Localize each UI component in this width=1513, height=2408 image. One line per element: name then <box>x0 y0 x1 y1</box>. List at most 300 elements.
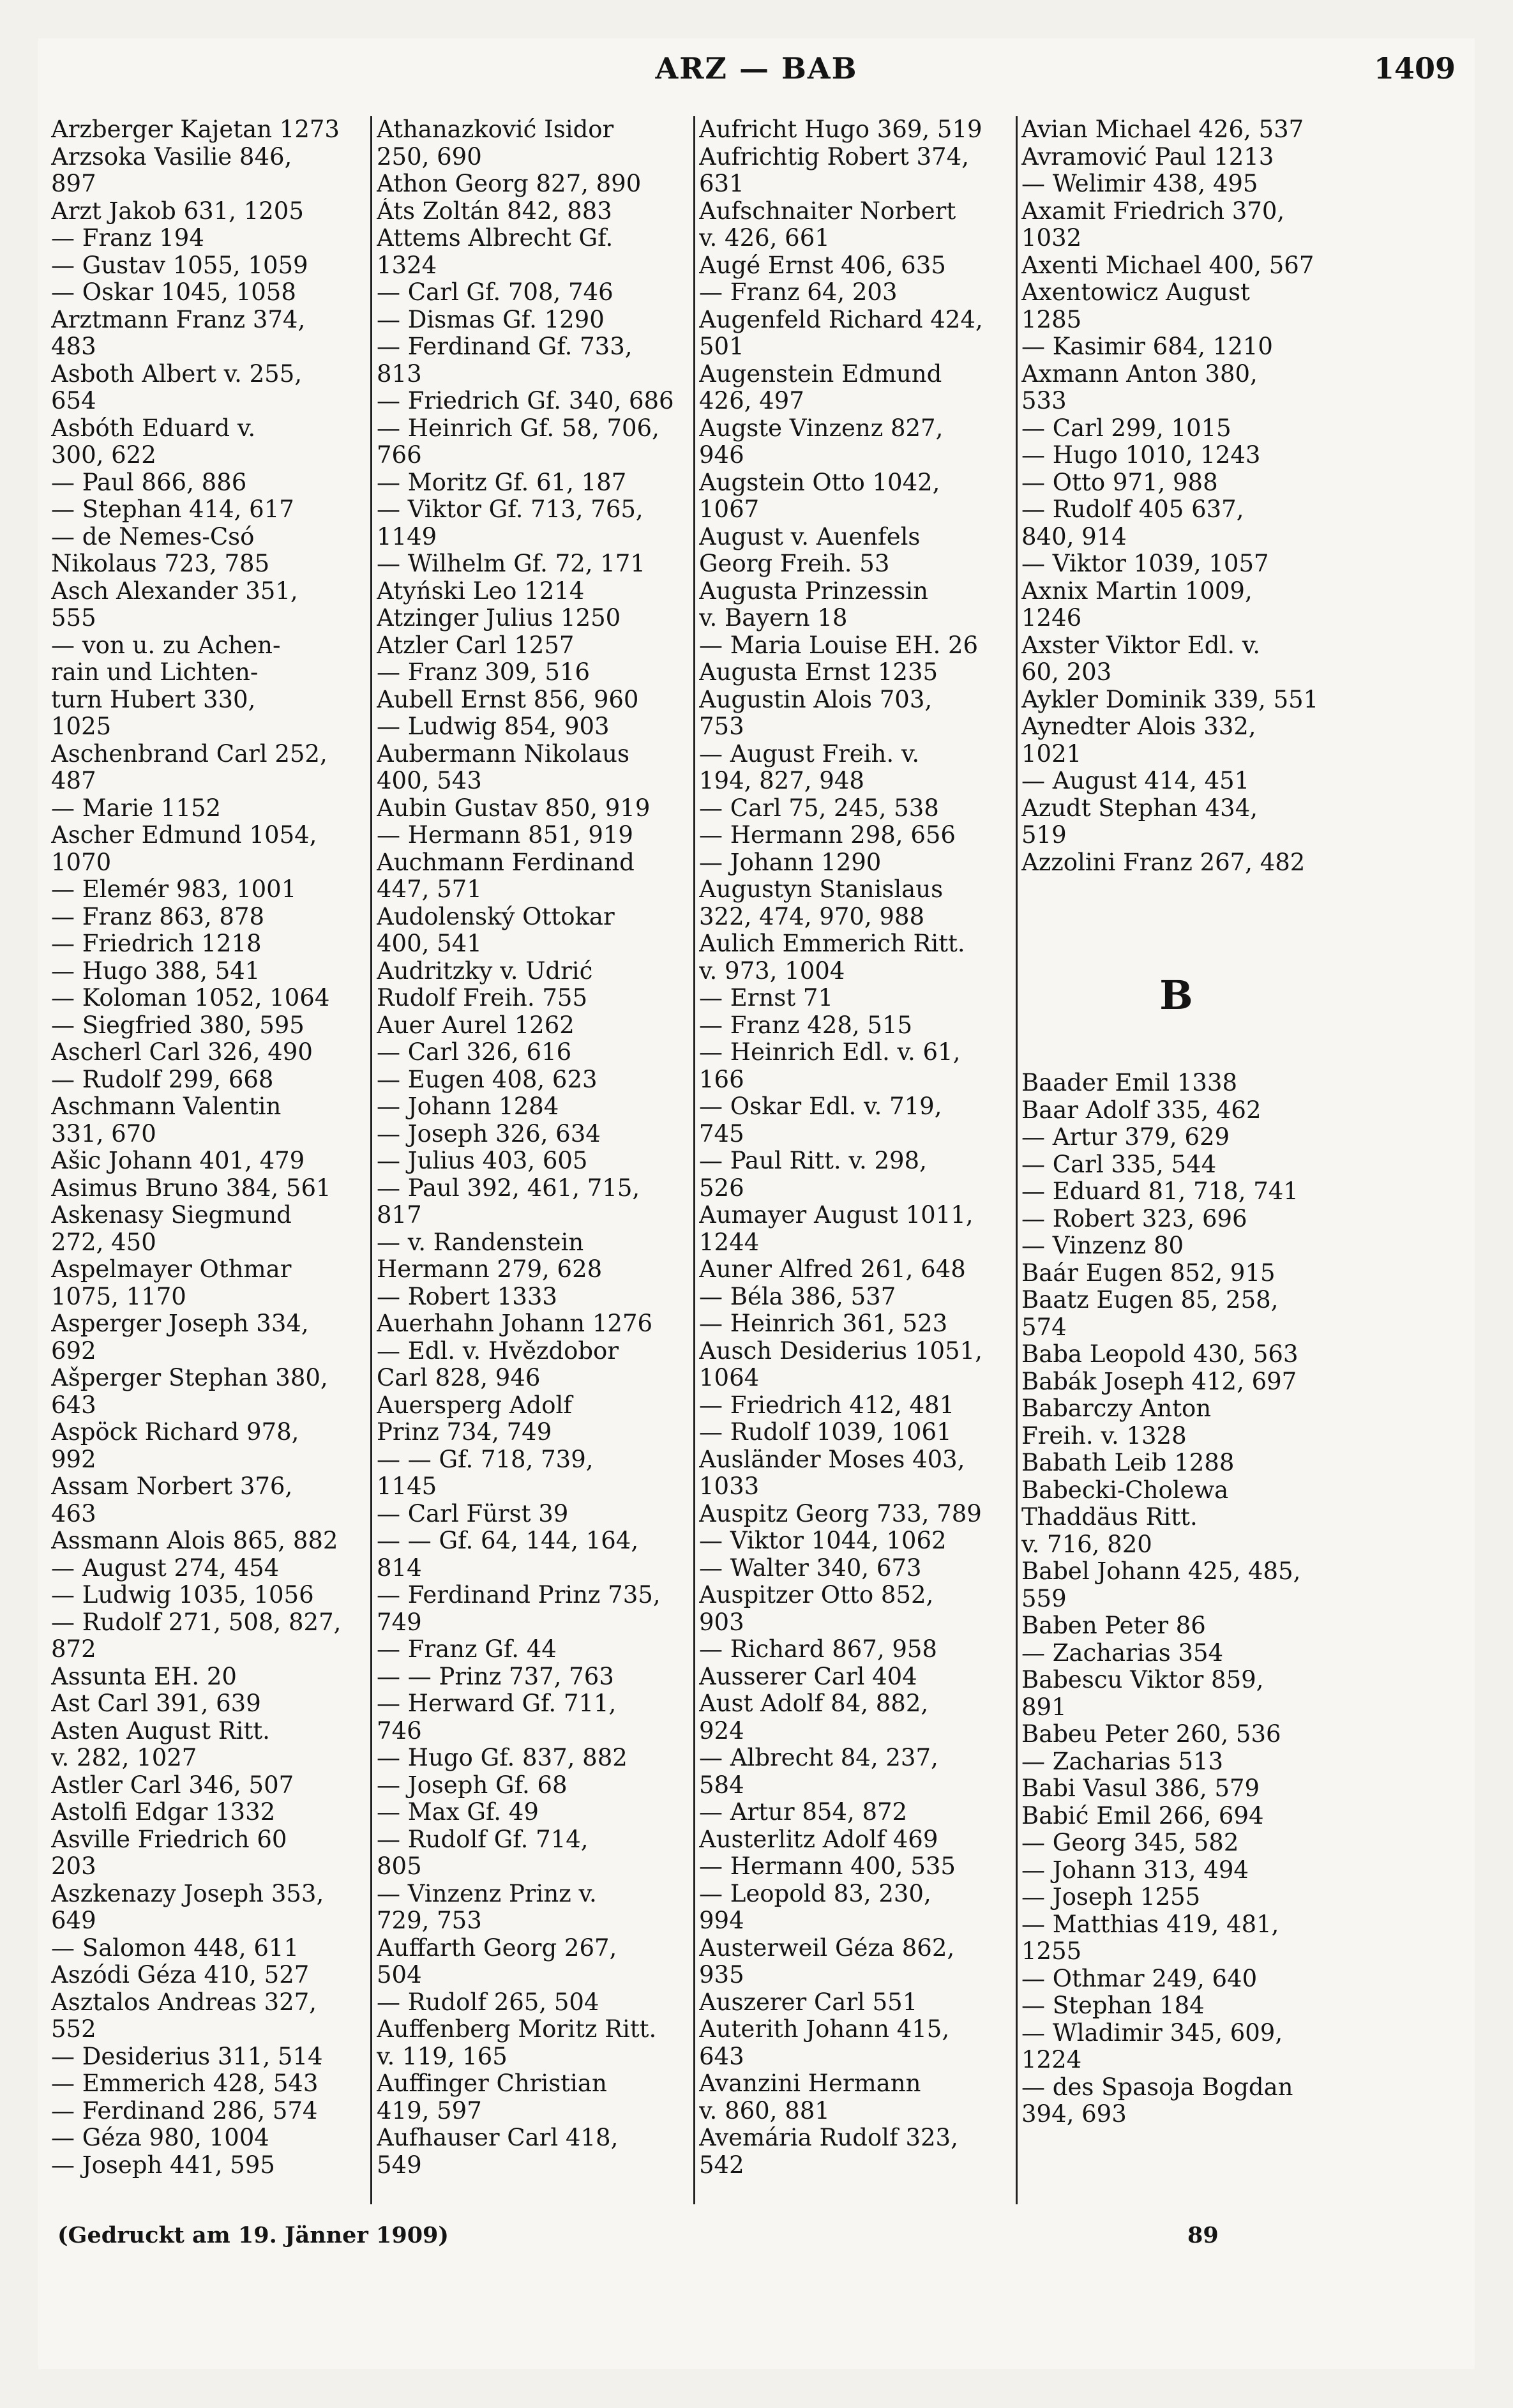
directory-entry: Avian Michael 426, 537 <box>1021 116 1304 143</box>
directory-entry: 322, 474, 970, 988 <box>699 903 925 930</box>
directory-entry: — Ferdinand Prinz 735, <box>377 1582 661 1609</box>
directory-entry: — Johann 1284 <box>377 1093 559 1120</box>
directory-entry: 1025 <box>51 713 112 740</box>
directory-entry: 1070 <box>51 849 112 876</box>
directory-entry: Babeu Peter 260, 536 <box>1021 1721 1281 1748</box>
directory-entry: 692 <box>51 1337 96 1365</box>
directory-entry: — de Nemes-Csó <box>51 523 255 550</box>
directory-entry: — Maria Louise EH. 26 <box>699 632 979 659</box>
directory-entry: — Elemér 983, 1001 <box>51 876 297 903</box>
directory-entry: Aspelmayer Othmar <box>51 1256 292 1283</box>
directory-entry: Auffinger Christian <box>377 2070 607 2097</box>
directory-entry: Aulich Emmerich Ritt. <box>699 930 965 957</box>
directory-entry: — Marie 1152 <box>51 794 222 822</box>
directory-entry: Asbóth Eduard v. <box>51 414 256 442</box>
directory-entry: 533 <box>1021 388 1067 414</box>
directory-entry: — August 274, 454 <box>51 1554 280 1582</box>
directory-entry: — Gustav 1055, 1059 <box>51 252 308 279</box>
directory-entry: v. 860, 881 <box>699 2097 830 2124</box>
page-title: ARZ — BAB <box>655 51 858 86</box>
directory-entry: — Franz 428, 515 <box>699 1011 913 1039</box>
directory-entry: 555 <box>51 605 96 632</box>
directory-entry: August v. Auenfels <box>699 523 921 550</box>
column-3 <box>699 116 1009 2217</box>
directory-entry: — Otto 971, 988 <box>1021 469 1218 496</box>
directory-entry: — Robert 1333 <box>377 1283 557 1310</box>
directory-entry: 649 <box>51 1907 96 1934</box>
directory-entry: v. 716, 820 <box>1021 1531 1152 1558</box>
directory-entry: Ausserer Carl 404 <box>699 1663 917 1690</box>
directory-entry: Auer Aurel 1262 <box>377 1011 575 1039</box>
directory-entry: 946 <box>699 442 744 469</box>
directory-entry: — Vinzenz 80 <box>1021 1232 1184 1259</box>
directory-entry: — Herward Gf. 711, <box>377 1690 617 1717</box>
directory-entry: 400, 543 <box>377 768 482 794</box>
directory-entry: v. 973, 1004 <box>699 957 845 985</box>
directory-entry: Babecki-Cholewa <box>1021 1476 1229 1504</box>
directory-entry: — Heinrich 361, 523 <box>699 1310 948 1337</box>
directory-entry: Azzolini Franz 267, 482 <box>1021 849 1306 876</box>
directory-entry: — Rudolf 265, 504 <box>377 1988 599 2016</box>
print-date-note: (Gedruckt am 19. Jänner 1909) <box>57 2222 449 2248</box>
directory-entry: 542 <box>699 2151 744 2179</box>
directory-entry: Audritzky v. Udrić <box>377 957 593 985</box>
directory-entry: Arzsoka Vasilie 846, <box>51 143 292 170</box>
directory-entry: — Franz 64, 203 <box>699 279 898 306</box>
directory-entry: — Salomon 448, 611 <box>51 1934 299 1962</box>
directory-entry: 1067 <box>699 496 760 523</box>
directory-entry: Arzt Jakob 631, 1205 <box>51 197 304 225</box>
directory-entry: 745 <box>699 1120 744 1147</box>
directory-entry: 501 <box>699 333 744 360</box>
directory-entry: Ašperger Stephan 380, <box>51 1365 328 1391</box>
directory-entry: 1244 <box>699 1229 760 1256</box>
directory-entry: Azudt Stephan 434, <box>1021 794 1258 822</box>
directory-entry: — Hugo 388, 541 <box>51 957 260 985</box>
directory-entry: Áts Zoltán 842, 883 <box>377 197 612 225</box>
directory-entry: 643 <box>699 2043 744 2070</box>
directory-entry: — des Spasoja Bogdan <box>1021 2073 1293 2101</box>
directory-entry: 992 <box>51 1446 96 1473</box>
directory-entry: Aumayer August 1011, <box>699 1202 974 1229</box>
directory-entry: Baár Eugen 852, 915 <box>1021 1259 1276 1287</box>
directory-entry: — Joseph Gf. 68 <box>377 1771 568 1799</box>
directory-entry: — Max Gf. 49 <box>377 1799 539 1826</box>
directory-entry: Asimus Bruno 384, 561 <box>51 1174 331 1202</box>
directory-entry: Astolfi Edgar 1332 <box>51 1799 276 1826</box>
directory-entry: Baatz Eugen 85, 258, <box>1021 1287 1279 1314</box>
directory-entry: — Albrecht 84, 237, <box>699 1745 938 1771</box>
directory-entry: Auterith Johann 415, <box>699 2016 950 2043</box>
directory-entry: v. 282, 1027 <box>51 1745 197 1771</box>
directory-entry: Aubermann Nikolaus <box>377 740 629 768</box>
directory-entry: 487 <box>51 768 96 794</box>
directory-entry: Aufschnaiter Norbert <box>699 197 956 225</box>
directory-entry: 897 <box>51 170 96 197</box>
directory-entry: Freih. v. 1328 <box>1021 1422 1187 1450</box>
directory-entry: 400, 541 <box>377 930 482 957</box>
directory-entry: 1145 <box>377 1473 437 1500</box>
directory-entry: 813 <box>377 360 422 388</box>
directory-entry: 1324 <box>377 252 437 279</box>
directory-entry: — Oskar Edl. v. 719, <box>699 1093 942 1120</box>
directory-entry: v. Bayern 18 <box>699 605 848 632</box>
directory-entry: — Franz Gf. 44 <box>377 1636 557 1663</box>
directory-entry: Auspitzer Otto 852, <box>699 1582 934 1609</box>
directory-entry: — Oskar 1045, 1058 <box>51 279 296 306</box>
directory-entry: Astler Carl 346, 507 <box>51 1771 294 1799</box>
page-number: 1409 <box>1373 51 1456 86</box>
directory-entry: Babel Johann 425, 485, <box>1021 1558 1301 1585</box>
directory-entry: Aust Adolf 84, 882, <box>699 1690 929 1717</box>
directory-entry: 504 <box>377 1962 422 1988</box>
directory-entry: Auszerer Carl 551 <box>699 1988 918 2016</box>
directory-entry: — Ernst 71 <box>699 985 833 1011</box>
directory-entry: — Kasimir 684, 1210 <box>1021 333 1273 360</box>
directory-entry: 729, 753 <box>377 1907 482 1934</box>
directory-entry: Asboth Albert v. 255, <box>51 360 302 388</box>
directory-entry: 552 <box>51 2016 96 2043</box>
directory-entry: Baader Emil 1338 <box>1021 1070 1238 1096</box>
directory-entry: Austerlitz Adolf 469 <box>699 1826 938 1853</box>
directory-entry: — Eduard 81, 718, 741 <box>1021 1178 1298 1205</box>
directory-entry: — v. Randenstein <box>377 1229 584 1256</box>
directory-entry: 394, 693 <box>1021 2101 1127 2128</box>
directory-entry: 753 <box>699 713 744 740</box>
directory-entry: Ast Carl 391, 639 <box>51 1690 261 1717</box>
directory-entry: — — Gf. 64, 144, 164, <box>377 1527 639 1554</box>
directory-entry: Babi Vasul 386, 579 <box>1021 1775 1260 1802</box>
directory-entry: Asperger Joseph 334, <box>51 1310 309 1337</box>
directory-entry: — Béla 386, 537 <box>699 1283 896 1310</box>
directory-entry: — Richard 867, 958 <box>699 1636 937 1663</box>
directory-entry: Axmann Anton 380, <box>1021 360 1258 388</box>
directory-entry: Aufhauser Carl 418, <box>377 2124 619 2151</box>
directory-entry: Assunta EH. 20 <box>51 1663 237 1690</box>
directory-entry: Augstein Otto 1042, <box>699 469 940 496</box>
directory-entry: 1033 <box>699 1473 760 1500</box>
directory-entry: Prinz 734, 749 <box>377 1419 552 1446</box>
directory-entry: 746 <box>377 1717 422 1745</box>
directory-entry: Baar Adolf 335, 462 <box>1021 1096 1261 1124</box>
column-4 <box>1021 116 1331 2217</box>
directory-entry: — Vinzenz Prinz v. <box>377 1880 597 1907</box>
directory-entry: — Othmar 249, 640 <box>1021 1965 1258 1992</box>
directory-entry: 1149 <box>377 523 437 550</box>
directory-entry: Asch Alexander 351, <box>51 577 298 605</box>
directory-entry: — Zacharias 513 <box>1021 1748 1224 1775</box>
directory-entry: Axamit Friedrich 370, <box>1021 197 1285 225</box>
directory-entry: — Matthias 419, 481, <box>1021 1911 1279 1938</box>
directory-entry: 526 <box>699 1174 744 1202</box>
directory-entry: Askenasy Siegmund <box>51 1202 292 1229</box>
directory-entry: — Rudolf Gf. 714, <box>377 1826 589 1853</box>
directory-entry: — Edl. v. Hvězdobor <box>377 1337 619 1365</box>
directory-entry: — Robert 323, 696 <box>1021 1205 1247 1232</box>
directory-entry: Atzinger Julius 1250 <box>377 605 621 632</box>
directory-entry: — — Gf. 718, 739, <box>377 1446 594 1473</box>
directory-entry: Auffarth Georg 267, <box>377 1934 617 1962</box>
directory-entry: Axentowicz August <box>1021 279 1250 306</box>
directory-entry: 1064 <box>699 1365 760 1391</box>
directory-entry: — Hugo 1010, 1243 <box>1021 442 1261 469</box>
directory-entry: Babić Emil 266, 694 <box>1021 1802 1264 1829</box>
directory-entry: — Friedrich Gf. 340, 686 <box>377 388 674 414</box>
directory-entry: Arzberger Kajetan 1273 <box>51 116 340 143</box>
directory-entry: — Ferdinand 286, 574 <box>51 2097 318 2124</box>
directory-entry: Baba Leopold 430, 563 <box>1021 1341 1298 1368</box>
directory-entry: — Hermann 298, 656 <box>699 822 956 849</box>
directory-entry: Augste Vinzenz 827, <box>699 414 944 442</box>
directory-entry: Aszódi Géza 410, 527 <box>51 1962 310 1988</box>
directory-entry: Assmann Alois 865, 882 <box>51 1527 338 1554</box>
directory-entry: Avanzini Hermann <box>699 2070 921 2097</box>
directory-entry: Ausch Desiderius 1051, <box>699 1337 982 1365</box>
directory-entry: Ašic Johann 401, 479 <box>51 1147 305 1174</box>
directory-entry: Augenfeld Richard 424, <box>699 306 983 333</box>
directory-entry: 994 <box>699 1907 744 1934</box>
directory-entry: 194, 827, 948 <box>699 768 864 794</box>
directory-entry: — Rudolf 271, 508, 827, <box>51 1609 342 1636</box>
directory-entry: Austerweil Géza 862, <box>699 1934 955 1962</box>
directory-entry: turn Hubert 330, <box>51 686 256 713</box>
directory-entry: — Carl 299, 1015 <box>1021 414 1231 442</box>
column-4-entries-bottom <box>1021 1070 1331 2128</box>
directory-entry: Augenstein Edmund <box>699 360 942 388</box>
directory-entry: Hermann 279, 628 <box>377 1256 603 1283</box>
directory-entry: Aubin Gustav 850, 919 <box>377 794 651 822</box>
directory-entry: 749 <box>377 1609 422 1636</box>
directory-entry: — Franz 194 <box>51 225 204 252</box>
directory-entry: Arztmann Franz 374, <box>51 306 306 333</box>
directory-entry: Axenti Michael 400, 567 <box>1021 252 1314 279</box>
directory-entry: 654 <box>51 388 96 414</box>
directory-entry: — Rudolf 1039, 1061 <box>699 1419 952 1446</box>
directory-entry: Athanazković Isidor <box>377 116 614 143</box>
directory-entry: — August 414, 451 <box>1021 768 1250 794</box>
directory-entry: 1021 <box>1021 740 1082 768</box>
directory-entry: 549 <box>377 2151 422 2179</box>
directory-entry: 60, 203 <box>1021 659 1112 686</box>
directory-entry: 631 <box>699 170 744 197</box>
directory-entry: — Carl 335, 544 <box>1021 1151 1217 1178</box>
directory-entry: — Wladimir 345, 609, <box>1021 2019 1283 2047</box>
directory-entry: — Carl Fürst 39 <box>377 1500 569 1527</box>
directory-entry: 574 <box>1021 1314 1067 1341</box>
directory-entry: 250, 690 <box>377 143 482 170</box>
directory-entry: — Leopold 83, 230, <box>699 1880 931 1907</box>
directory-entry: Atyński Leo 1214 <box>377 577 585 605</box>
directory-entry: 272, 450 <box>51 1229 156 1256</box>
directory-entry: — Emmerich 428, 543 <box>51 2070 319 2097</box>
directory-entry: Babath Leib 1288 <box>1021 1450 1235 1476</box>
directory-entry: — Joseph 1255 <box>1021 1884 1201 1911</box>
directory-entry: — von u. zu Achen- <box>51 632 281 659</box>
directory-entry: 891 <box>1021 1693 1067 1721</box>
directory-entry: 559 <box>1021 1585 1067 1612</box>
directory-entry: Augusta Prinzessin <box>699 577 929 605</box>
directory-entry: 1246 <box>1021 605 1082 632</box>
directory-entry: — Dismas Gf. 1290 <box>377 306 605 333</box>
directory-entry: — Johann 1290 <box>699 849 882 876</box>
directory-entry: — Walter 340, 673 <box>699 1554 922 1582</box>
directory-entry: Assam Norbert 376, <box>51 1473 293 1500</box>
directory-entry: 519 <box>1021 822 1067 849</box>
directory-entry: 817 <box>377 1202 422 1229</box>
directory-entry: — Stephan 414, 617 <box>51 496 294 523</box>
directory-entry: Axster Viktor Edl. v. <box>1021 632 1261 659</box>
directory-entry: — Artur 854, 872 <box>699 1799 908 1826</box>
directory-entry: 766 <box>377 442 422 469</box>
directory-entry: 447, 571 <box>377 876 482 903</box>
directory-entry: 483 <box>51 333 96 360</box>
section-letter-heading: B <box>1159 972 1193 1018</box>
directory-entry: Aspöck Richard 978, <box>51 1419 299 1446</box>
directory-entry: — Paul 866, 886 <box>51 469 247 496</box>
directory-entry: — Desiderius 311, 514 <box>51 2043 323 2070</box>
column-1 <box>51 116 361 2217</box>
directory-entry: 1032 <box>1021 225 1082 252</box>
directory-entry: Athon Georg 827, 890 <box>377 170 642 197</box>
directory-entry: 166 <box>699 1066 744 1093</box>
directory-entry: Avramović Paul 1213 <box>1021 143 1274 170</box>
directory-entry: — Georg 345, 582 <box>1021 1829 1239 1856</box>
directory-entry: Nikolaus 723, 785 <box>51 550 270 577</box>
directory-entry: 331, 670 <box>51 1120 156 1147</box>
directory-entry: — Ludwig 854, 903 <box>377 713 610 740</box>
directory-entry: Rudolf Freih. 755 <box>377 985 588 1011</box>
directory-entry: Augusta Ernst 1235 <box>699 659 938 686</box>
directory-entry: Aszkenazy Joseph 353, <box>51 1880 324 1907</box>
directory-entry: Aufricht Hugo 369, 519 <box>699 116 982 143</box>
directory-entry: 903 <box>699 1609 744 1636</box>
directory-entry: — Rudolf 299, 668 <box>51 1066 274 1093</box>
directory-entry: 1285 <box>1021 306 1082 333</box>
directory-entry: — Carl Gf. 708, 746 <box>377 279 613 306</box>
directory-entry: — Friedrich 1218 <box>51 930 262 957</box>
directory-entry: — Heinrich Edl. v. 61, <box>699 1039 961 1066</box>
directory-entry: 419, 597 <box>377 2097 482 2124</box>
sheet-number: 89 <box>1187 2222 1219 2248</box>
directory-entry: — Carl 75, 245, 538 <box>699 794 939 822</box>
directory-entry: 584 <box>699 1771 744 1799</box>
directory-page <box>38 38 1475 2369</box>
directory-entry: — Joseph 441, 595 <box>51 2151 275 2179</box>
directory-entry: — Franz 309, 516 <box>377 659 591 686</box>
column-4-entries-top <box>1021 116 1331 876</box>
directory-entry: — Koloman 1052, 1064 <box>51 985 330 1011</box>
directory-entry: — Friedrich 412, 481 <box>699 1391 955 1419</box>
directory-entry: — Wilhelm Gf. 72, 171 <box>377 550 645 577</box>
directory-entry: Augustyn Stanislaus <box>699 876 944 903</box>
directory-entry: Auffenberg Moritz Ritt. <box>377 2016 657 2043</box>
directory-entry: Asten August Ritt. <box>51 1717 270 1745</box>
directory-entry: Aschmann Valentin <box>51 1093 282 1120</box>
directory-entry: — Rudolf 405 637, <box>1021 496 1244 523</box>
directory-entry: Ausländer Moses 403, <box>699 1446 965 1473</box>
directory-entry: 935 <box>699 1962 744 1988</box>
directory-entry: — Eugen 408, 623 <box>377 1066 598 1093</box>
directory-entry: Auerhahn Johann 1276 <box>377 1310 653 1337</box>
directory-entry: Georg Freih. 53 <box>699 550 890 577</box>
directory-entry: — Stephan 184 <box>1021 1992 1205 2019</box>
directory-entry: Babarczy Anton <box>1021 1395 1212 1422</box>
directory-entry: Augustin Alois 703, <box>699 686 933 713</box>
directory-entry: — Johann 313, 494 <box>1021 1856 1249 1884</box>
directory-entry: 840, 914 <box>1021 523 1127 550</box>
directory-entry: Auersperg Adolf <box>377 1391 573 1419</box>
directory-entry: Aynedter Alois 332, <box>1021 713 1256 740</box>
directory-entry: Auner Alfred 261, 648 <box>699 1256 966 1283</box>
directory-entry: Ascher Edmund 1054, <box>51 822 317 849</box>
directory-entry: — Siegfried 380, 595 <box>51 1011 305 1039</box>
directory-entry: Auchmann Ferdinand <box>377 849 635 876</box>
directory-entry: Attems Albrecht Gf. <box>377 225 613 252</box>
directory-entry: Aubell Ernst 856, 960 <box>377 686 639 713</box>
directory-entry: 300, 622 <box>51 442 156 469</box>
directory-entry: Aschenbrand Carl 252, <box>51 740 327 768</box>
directory-entry: — Viktor Gf. 713, 765, <box>377 496 644 523</box>
directory-entry: Avemária Rudolf 323, <box>699 2124 958 2151</box>
directory-entry: Auspitz Georg 733, 789 <box>699 1500 982 1527</box>
directory-entry: Babescu Viktor 859, <box>1021 1667 1264 1693</box>
directory-entry: Asville Friedrich 60 <box>51 1826 287 1853</box>
directory-entry: — Hermann 851, 919 <box>377 822 633 849</box>
directory-entry: — Welimir 438, 495 <box>1021 170 1258 197</box>
directory-entry: — Zacharias 354 <box>1021 1639 1224 1667</box>
directory-entry: — Franz 863, 878 <box>51 903 265 930</box>
directory-entry: Augé Ernst 406, 635 <box>699 252 946 279</box>
directory-entry: — Artur 379, 629 <box>1021 1124 1230 1151</box>
directory-entry: — Hugo Gf. 837, 882 <box>377 1745 628 1771</box>
directory-columns <box>51 116 1443 2217</box>
directory-entry: — Viktor 1039, 1057 <box>1021 550 1269 577</box>
directory-entry: Audolenský Ottokar <box>377 903 615 930</box>
directory-entry: — Paul Ritt. v. 298, <box>699 1147 927 1174</box>
directory-entry: — Julius 403, 605 <box>377 1147 588 1174</box>
directory-entry: — Géza 980, 1004 <box>51 2124 269 2151</box>
directory-entry: — Carl 326, 616 <box>377 1039 572 1066</box>
directory-entry: 1224 <box>1021 2047 1082 2073</box>
directory-entry: 463 <box>51 1500 96 1527</box>
directory-entry: v. 119, 165 <box>377 2043 508 2070</box>
directory-entry: 805 <box>377 1853 422 1880</box>
directory-entry: 203 <box>51 1853 96 1880</box>
directory-entry: rain und Lichten- <box>51 659 259 686</box>
directory-entry: — — Prinz 737, 763 <box>377 1663 614 1690</box>
directory-entry: — Ferdinand Gf. 733, <box>377 333 633 360</box>
directory-entry: 872 <box>51 1636 96 1663</box>
directory-entry: Aykler Dominik 339, 551 <box>1021 686 1319 713</box>
directory-entry: — Paul 392, 461, 715, <box>377 1174 640 1202</box>
directory-entry: v. 426, 661 <box>699 225 830 252</box>
directory-entry: 643 <box>51 1391 96 1419</box>
directory-entry: — Heinrich Gf. 58, 706, <box>377 414 659 442</box>
directory-entry: 924 <box>699 1717 744 1745</box>
directory-entry: — Joseph 326, 634 <box>377 1120 601 1147</box>
directory-entry: Asztalos Andreas 327, <box>51 1988 317 2016</box>
directory-entry: 1075, 1170 <box>51 1283 186 1310</box>
directory-entry: Carl 828, 946 <box>377 1365 541 1391</box>
directory-entry: Aufrichtig Robert 374, <box>699 143 969 170</box>
directory-entry: 814 <box>377 1554 422 1582</box>
directory-entry: 1255 <box>1021 1938 1082 1965</box>
directory-entry: — Moritz Gf. 61, 187 <box>377 469 627 496</box>
directory-entry: 426, 497 <box>699 388 804 414</box>
directory-entry: Babák Joseph 412, 697 <box>1021 1368 1297 1395</box>
directory-entry: — Hermann 400, 535 <box>699 1853 956 1880</box>
column-2 <box>377 116 686 2217</box>
